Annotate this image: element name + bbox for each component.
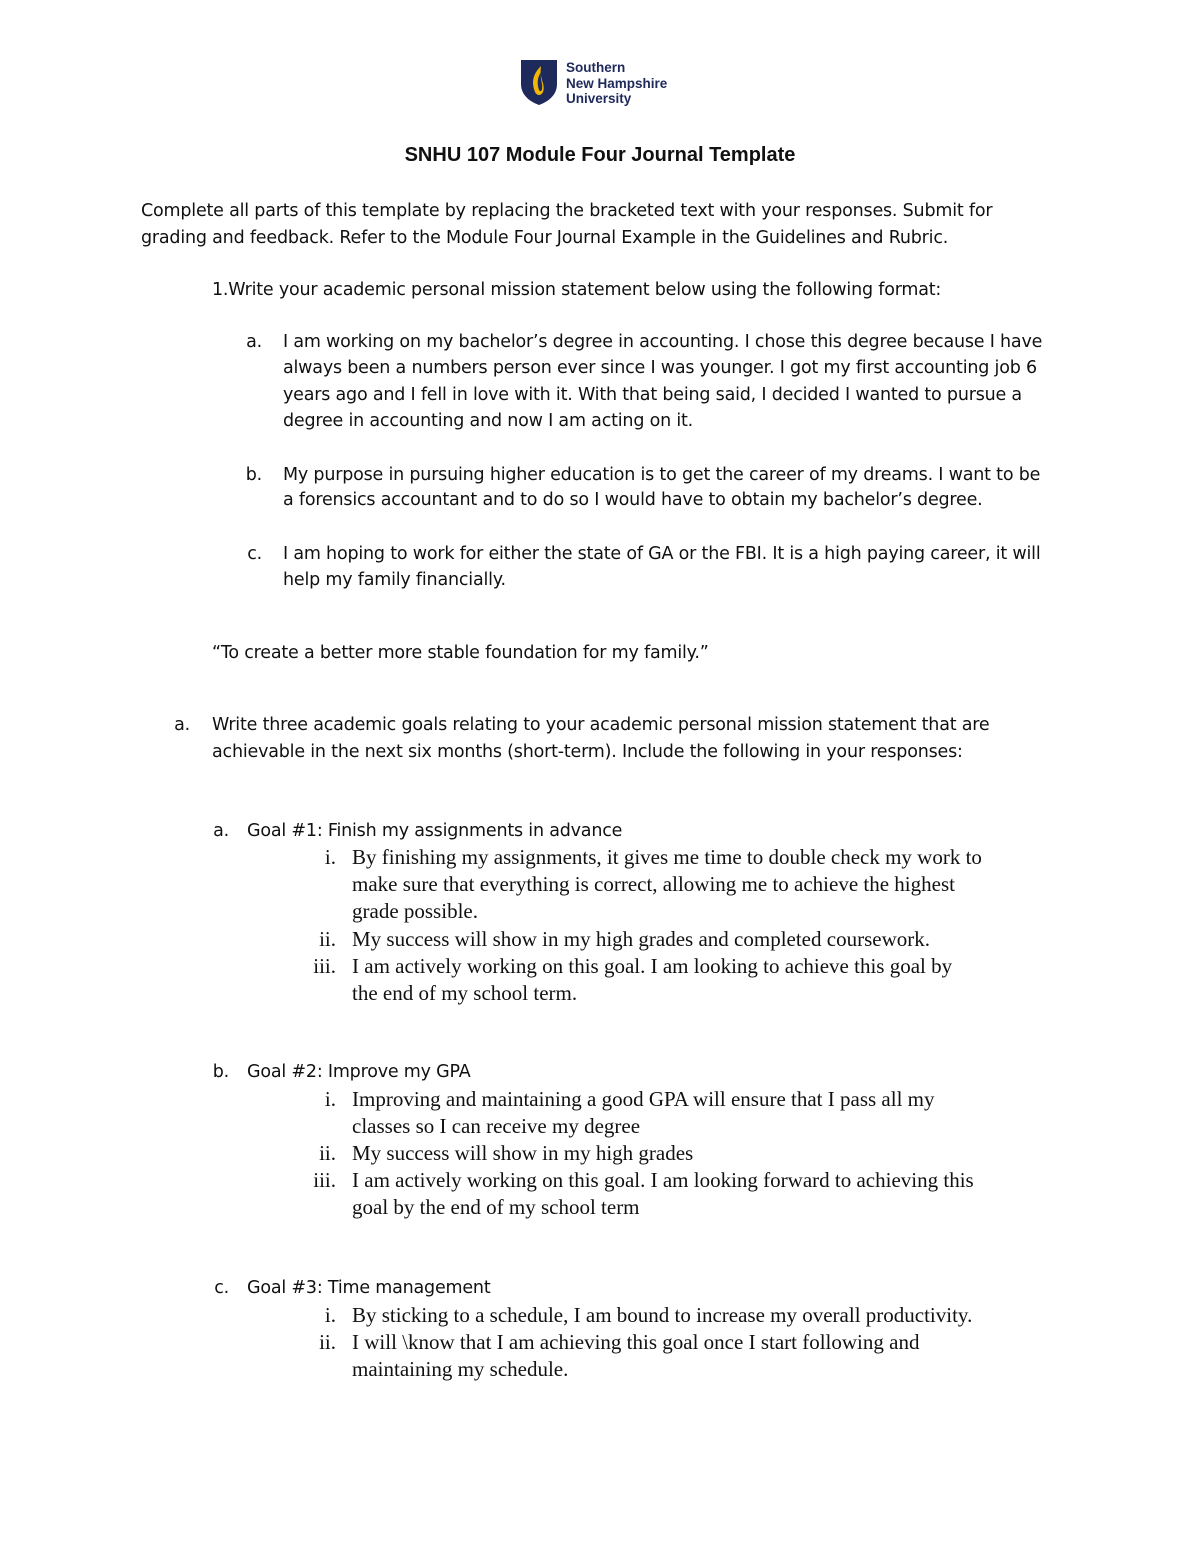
goal-2-item-2-line-1: My success will show in my high grades [352, 1141, 694, 1165]
goal-1-item-2-line-1: My success will show in my high grades and completed coursework. [352, 927, 930, 951]
list-marker: ii. [319, 1141, 336, 1165]
list-marker: ii. [319, 927, 336, 951]
list-marker: b. [245, 465, 262, 485]
logo-line-1: Southern [566, 60, 626, 75]
list-marker: a. [246, 332, 262, 352]
goal-1-item-1-line-3: grade possible. [352, 899, 478, 923]
goal-1-item-1-line-1: By finishing my assignments, it gives me time to double check my work to [352, 845, 982, 869]
goal-2-item-1-line-1: Improving and maintaining a good GPA will ensure that I pass all my [352, 1087, 935, 1111]
intro-line-2: grading and feedback. Refer to the Module Four Journal Example in the Guidelines and Rubric. [141, 228, 949, 248]
intro-line-1: Complete all parts of this template by replacing the bracketed text with your responses. Submit for [141, 201, 993, 221]
question-2-line-1: Write three academic goals relating to your academic personal mission statement that are [212, 715, 990, 735]
mission-a-line-4: degree in accounting and now I am acting on it. [283, 411, 694, 431]
mission-a-line-2: always been a numbers person ever since I was younger. I got my first accounting job 6 [283, 358, 1037, 378]
list-marker: b. [212, 1062, 229, 1082]
mission-a-line-1: I am working on my bachelor’s degree in accounting. I chose this degree because I have [283, 332, 1043, 352]
goal-2-item-3-line-1: I am actively working on this goal. I am looking forward to achieving this [352, 1168, 974, 1192]
snhu-logo [519, 58, 699, 110]
goal-3-item-1-line-1: By sticking to a schedule, I am bound to increase my overall productivity. [352, 1303, 973, 1327]
goal-2-item-3-line-2: goal by the end of my school term [352, 1195, 640, 1219]
list-marker: i. [324, 845, 336, 869]
goal-2-item-1-line-2: classes so I can receive my degree [352, 1114, 641, 1138]
list-marker: i. [324, 1087, 336, 1111]
list-marker: c. [247, 544, 262, 564]
shield-icon [519, 58, 559, 106]
goal-3-item-2-line-2: maintaining my schedule. [352, 1357, 569, 1381]
goal-3-heading: Goal #3: Time management [247, 1278, 491, 1298]
list-marker: iii. [313, 1168, 336, 1192]
mission-statement-quote: “To create a better more stable foundation for my family.” [212, 643, 709, 663]
list-marker: c. [214, 1278, 229, 1298]
mission-c-line-2: help my family financially. [283, 570, 506, 590]
goal-1-item-1-line-2: make sure that everything is correct, allowing me to achieve the highest [352, 872, 955, 896]
goal-1-item-3-line-2: the end of my school term. [352, 981, 578, 1005]
list-marker: a. [174, 715, 190, 735]
logo-line-2: New Hampshire [566, 75, 668, 91]
document-title: SNHU 107 Module Four Journal Template [404, 144, 796, 166]
mission-b-line-2: a forensics accountant and to do so I would have to obtain my bachelor’s degree. [283, 490, 983, 510]
question-1: 1.Write your academic personal mission statement below using the following format: [212, 280, 942, 300]
list-marker: i. [324, 1303, 336, 1327]
goal-1-heading: Goal #1: Finish my assignments in advance [247, 821, 623, 841]
logo-line-3: University [566, 91, 632, 106]
list-marker: a. [213, 821, 229, 841]
goal-3-item-2-line-1: I will \know that I am achieving this goal once I start following and [352, 1330, 920, 1354]
mission-a-line-3: years ago and I fell in love with it. With that being said, I decided I wanted to pursue a [283, 385, 1022, 405]
goal-1-item-3-line-1: I am actively working on this goal. I am looking to achieve this goal by [352, 954, 953, 978]
question-2-line-2: achievable in the next six months (short-term). Include the following in your responses: [212, 742, 963, 762]
goal-2-heading: Goal #2: Improve my GPA [247, 1062, 471, 1082]
mission-c-line-1: I am hoping to work for either the state of GA or the FBI. It is a high paying career, it will [283, 544, 1041, 564]
list-marker: iii. [313, 954, 336, 978]
list-marker: ii. [319, 1330, 336, 1354]
mission-b-line-1: My purpose in pursuing higher education is to get the career of my dreams. I want to be [283, 465, 1041, 485]
